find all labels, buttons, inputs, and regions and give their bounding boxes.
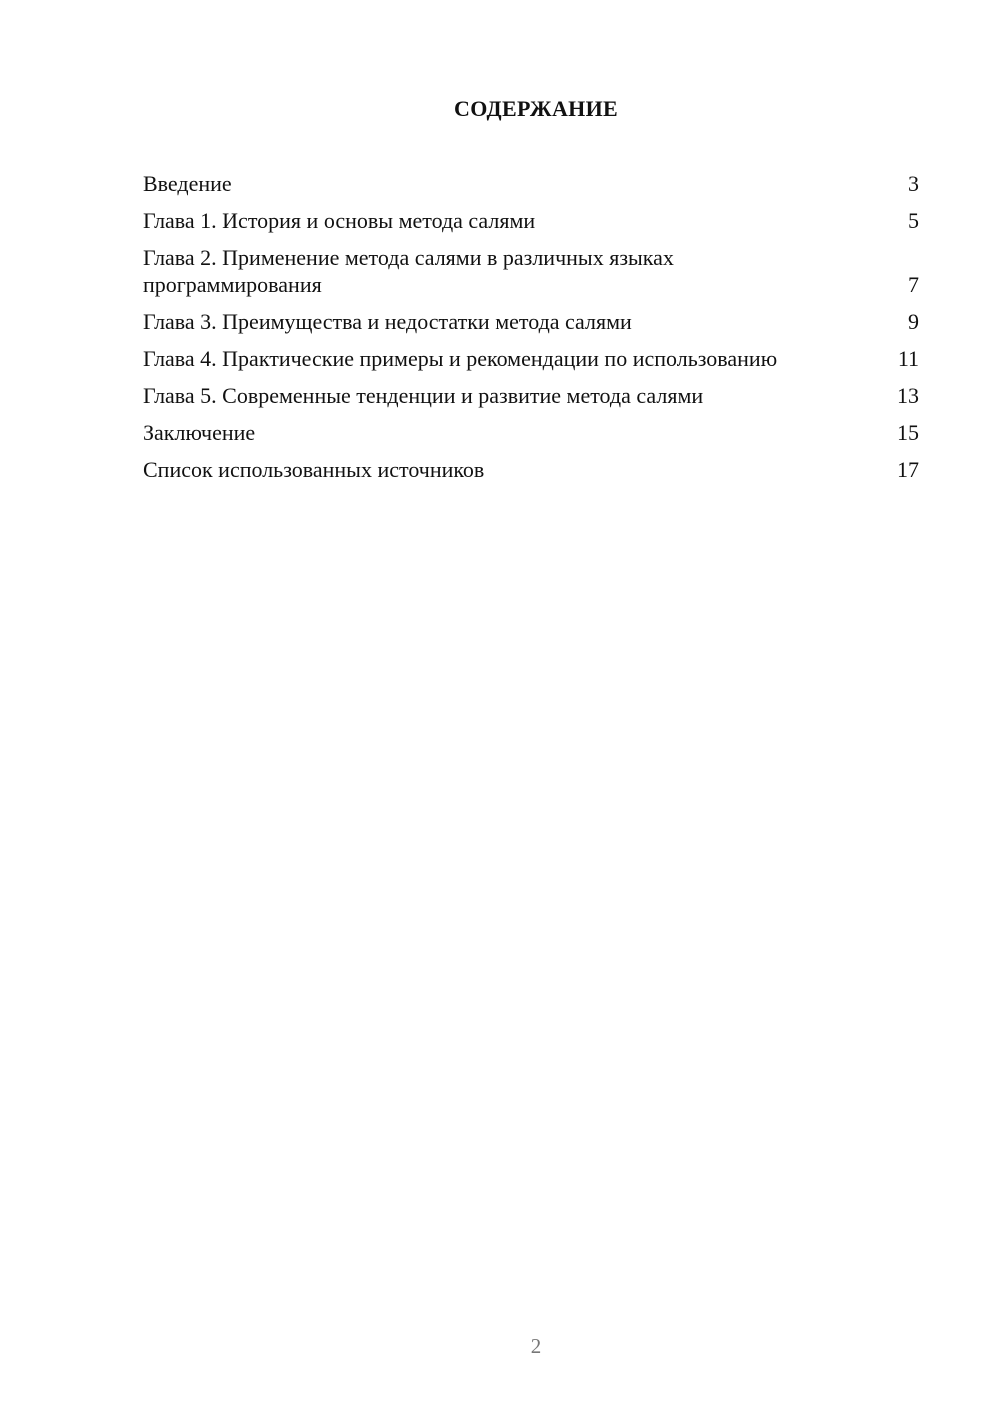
toc-entry-page: 9 bbox=[908, 309, 919, 334]
toc-entry-page: 17 bbox=[897, 457, 919, 482]
page-title: СОДЕРЖАНИЕ bbox=[454, 96, 618, 121]
toc-entry-page: 15 bbox=[897, 420, 919, 445]
page-number: 2 bbox=[530, 1334, 542, 1358]
toc-entry bbox=[143, 244, 919, 298]
toc-entry bbox=[143, 207, 919, 234]
toc-entry-label: Глава 2. Применение метода салями в различных языках программирования bbox=[143, 245, 674, 297]
toc-entry bbox=[143, 419, 919, 446]
toc-entry-page: 11 bbox=[897, 346, 919, 371]
toc-entry bbox=[143, 456, 919, 483]
toc-entry bbox=[143, 382, 919, 409]
toc-entry bbox=[143, 170, 919, 197]
toc-entry bbox=[143, 345, 919, 372]
toc-entry-label: Глава 5. Современные тенденции и развитие метода салями bbox=[143, 383, 704, 408]
toc-entry-label: Заключение bbox=[143, 420, 256, 445]
toc-entry-label: Введение bbox=[143, 171, 232, 196]
toc-entry-page: 5 bbox=[908, 208, 919, 233]
toc-entry-label: Список использованных источников bbox=[143, 457, 485, 482]
toc-entry bbox=[143, 308, 919, 335]
toc-entry-label: Глава 1. История и основы метода салями bbox=[143, 208, 536, 233]
toc-entry-page: 7 bbox=[908, 272, 919, 297]
table-of-contents bbox=[143, 170, 919, 493]
toc-entry-label: Глава 3. Преимущества и недостатки метода салями bbox=[143, 309, 632, 334]
toc-entry-page: 3 bbox=[908, 171, 919, 196]
toc-entry-page: 13 bbox=[897, 383, 919, 408]
toc-entry-label: Глава 4. Практические примеры и рекомендации по использованию bbox=[143, 346, 778, 371]
